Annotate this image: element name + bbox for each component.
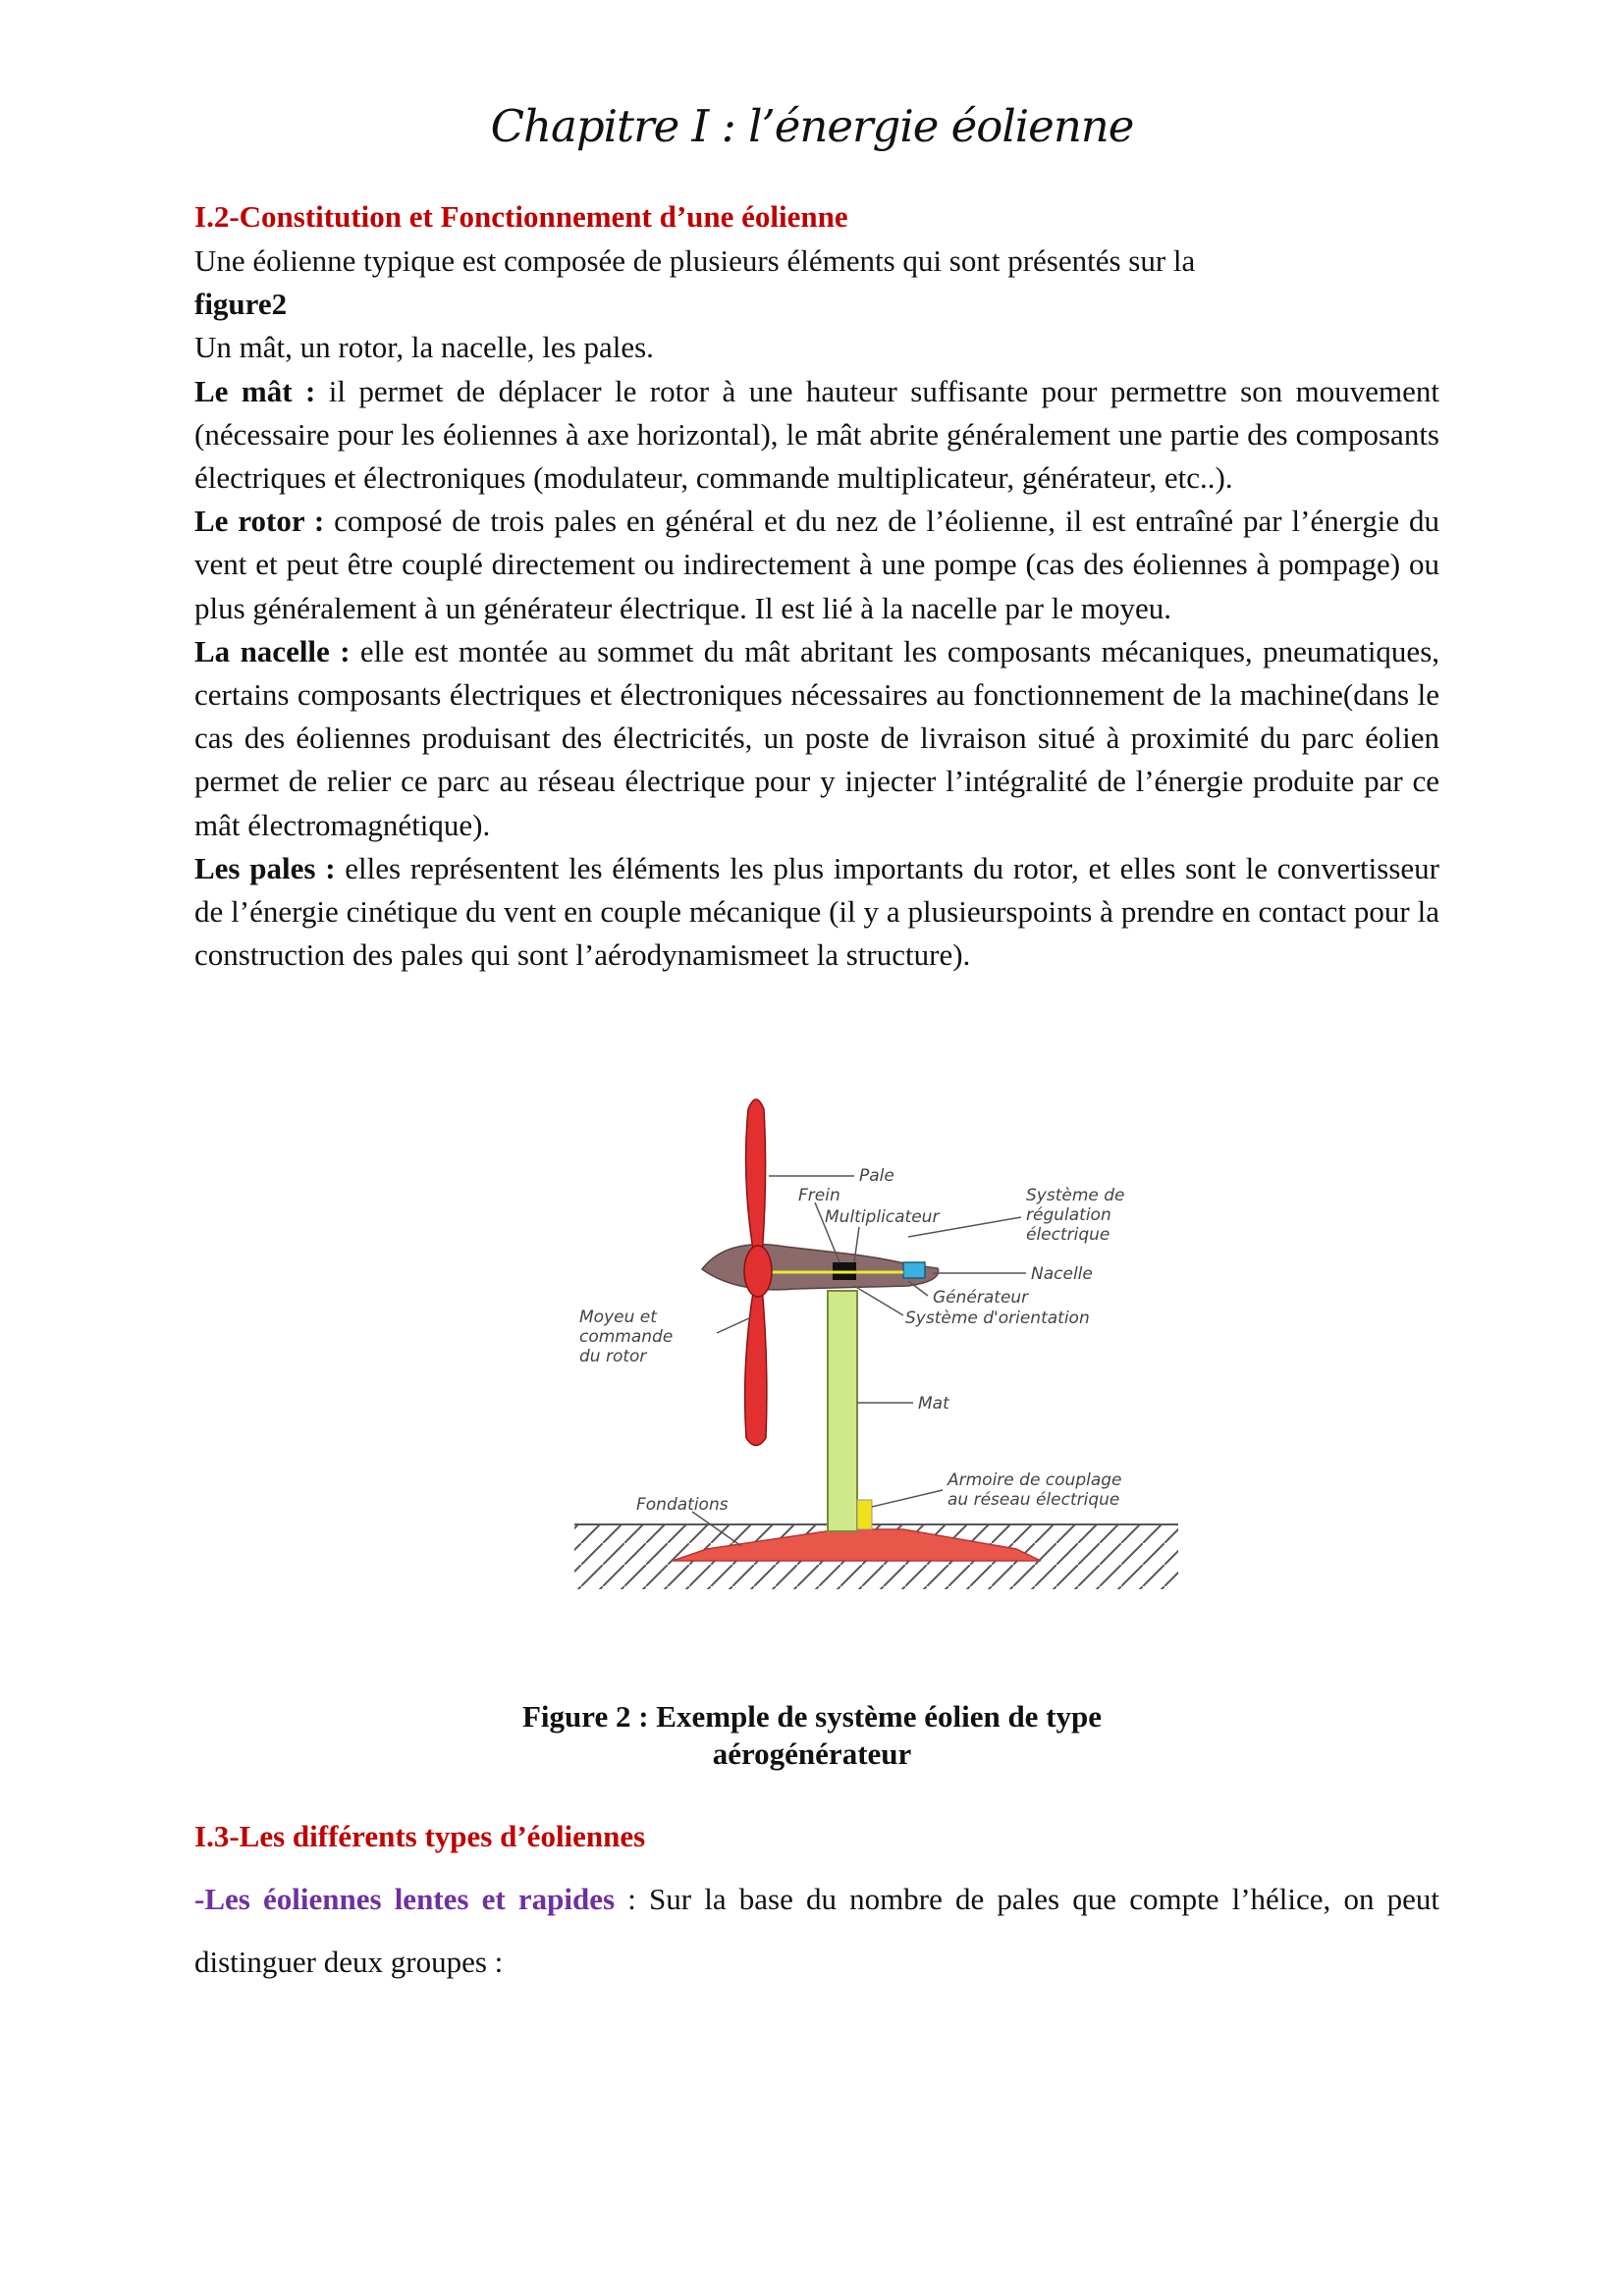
mast-shape [828,1291,857,1531]
pales-paragraph [194,847,1439,978]
nacelle-paragraph [194,630,1439,847]
label-moyeu-2: commande [579,1327,674,1347]
caption-line-1: Figure 2 : Exemple de système éolien de type [521,1699,1103,1734]
nacelle-label: La nacelle : [194,633,351,668]
label-nacelle: Nacelle [1031,1264,1093,1284]
section-2-heading: I.2-Constitution et Fonctionnement d’une éolienne [194,199,848,234]
blade-bottom-shape [745,1286,767,1446]
page-title: Chapitre I : l’énergie éolienne [490,100,1134,152]
label-orientation: Système d'orientation [905,1308,1090,1328]
label-armoire-1: Armoire de couplage [947,1470,1122,1490]
section-3-paragraph [194,1868,1439,1994]
mat-paragraph [194,370,1439,501]
pales-text: elles représentent les éléments les plus importants du rotor, et elles sont le convertisseur de l’énergie cinétique du vent en couple mécanique (il y a plusieurspoints à prendre en contact pour la construction des pales qui sont l’aérodynamismeet la structure). [194,850,1439,973]
section-3-heading: I.3-Les différents types d’éoliennes [194,1819,646,1853]
label-regulation-2: régulation [1026,1205,1111,1225]
regulation-shape [903,1262,925,1278]
section-3-sub-text: : Sur la base du nombre de pales que compte l’hélice, on peut distinguer deux groupes : [194,1882,1439,1979]
mat-text: il permet de déplacer le rotor à une hauteur suffisante pour permettre son mouvement (nécessaire pour les éoliennes à axe horizontal), le mât abrite généralement une partie des composants électriques et électroniques (modulateur, commande multiplicateur, générateur, etc..). [194,373,1439,496]
label-fondations: Fondations [636,1495,729,1515]
rotor-paragraph [194,500,1439,630]
rotor-text: composé de trois pales en général et du nez de l’éolienne, il est entraîné par l’énergie du vent et peut être couplé directement ou indirectement à une pompe (cas des éoliennes à pompage) ou plus généralement à un générateur électrique. Il est lié à la nacelle par le moyeu. [194,504,1439,625]
coupling-cabinet-shape [857,1500,872,1529]
label-moyeu-3: du rotor [579,1347,647,1366]
caption-line-2: aérogénérateur [712,1736,912,1771]
section-3-sub-label: -Les éoliennes lentes et rapides [194,1882,616,1916]
label-frein: Frein [798,1186,840,1205]
section-3 [194,1811,1439,1994]
rotor-label: Le rotor : [194,504,325,539]
label-multiplicateur: Multiplicateur [825,1207,940,1227]
intro-figure-ref: figure2 [194,287,288,322]
intro-text: Une éolienne typique est composée de plusieurs éléments qui sont présentés sur la [194,243,1196,278]
hub-shape [744,1246,772,1297]
label-pale: Pale [859,1166,894,1186]
intro-paragraph [194,240,1439,326]
components-list: Un mât, un rotor, la nacelle, les pales. [194,330,654,365]
label-regulation-1: Système de [1026,1186,1125,1205]
mat-label: Le mât : [194,373,316,408]
pales-label: Les pales : [194,850,336,885]
section-2 [194,194,1439,977]
label-moyeu-1: Moyeu et [579,1308,657,1327]
label-generateur: Générateur [933,1288,1029,1308]
wind-turbine-diagram [560,1090,1188,1600]
blade-top-shape [746,1099,766,1256]
nacelle-text: elle est montée au sommet du mât abritant les composants mécaniques, pneumatiques, certains composants électriques et électroniques nécessaires au fonctionnement de la machine(dans le cas des éoliennes produisant des électricités, un poste de livraison situé à proximité du parc éolien permet de relier ce parc au réseau électrique pour y injecter l’intégralité de l’énergie produite par ce mât électromagnétique). [194,633,1440,842]
label-regulation-3: électrique [1026,1225,1110,1245]
figure-caption [0,1698,1624,1773]
label-mat: Mat [918,1394,949,1414]
label-armoire-2: au réseau électrique [947,1490,1120,1510]
